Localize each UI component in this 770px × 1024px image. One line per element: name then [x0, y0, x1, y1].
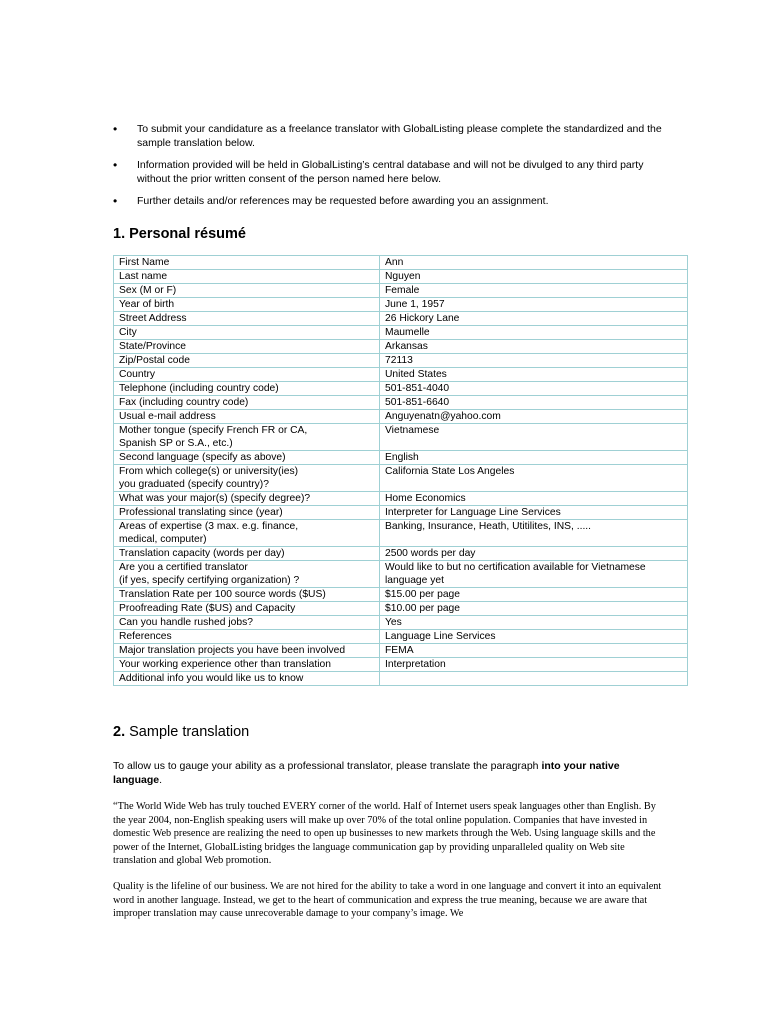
resume-row [114, 312, 688, 326]
resume-row [114, 644, 688, 658]
resume-field-value: 2500 words per day [380, 547, 688, 561]
instruction-text: To submit your candidature as a freelance translator with GlobalListing please complete the standardized and the sample translation below. [137, 123, 662, 149]
resume-field-label: Translation capacity (words per day) [114, 547, 380, 561]
resume-row [114, 672, 688, 686]
instruction-item [113, 159, 673, 186]
resume-row [114, 520, 688, 547]
resume-row [114, 368, 688, 382]
instruction-text: Further details and/or references may be requested before awarding you an assignment. [137, 195, 549, 207]
resume-row [114, 465, 688, 492]
resume-field-label: Sex (M or F) [114, 284, 380, 298]
resume-field-label: Second language (specify as above) [114, 451, 380, 465]
intro-text: To allow us to gauge your ability as a professional translator, please translate the paragraph [113, 760, 542, 772]
instructions-list [113, 123, 673, 218]
resume-row [114, 451, 688, 465]
sample-paragraph-2: Quality is the lifeline of our business. We are not hired for the ability to take a word in one language and convert it into an equivalent word in another language. Instead, we get to the heart of communication and express the true meaning, because we are aware that improper translation may cause unrecoverable damage to your company’s image. We [113, 881, 662, 920]
sample-paragraph-1: “The World Wide Web has truly touched EVERY corner of the world. Half of Internet users speak languages other than English. By the year 2004, non-English speaking users will make up over 70% of the total online population. Companies that have invested in domestic Web presence are realizing the need to open up businesses to new markets through the Web. Using language skills and the power of the Internet, GlobalListing bridges the language communication gap by providing unparalleled quality on Web site translation and global Web promotion. [113, 801, 656, 867]
resume-row [114, 658, 688, 672]
bullet-icon: • [113, 194, 118, 208]
resume-field-value: California State Los Angeles [380, 465, 688, 492]
resume-field-label: Translation Rate per 100 source words ($US) [114, 588, 380, 602]
resume-row [114, 410, 688, 424]
resume-field-value: Yes [380, 616, 688, 630]
resume-field-label: Year of birth [114, 298, 380, 312]
resume-field-label: Last name [114, 270, 380, 284]
resume-field-label: Additional info you would like us to know [114, 672, 380, 686]
resume-field-label: Usual e-mail address [114, 410, 380, 424]
resume-field-value: Home Economics [380, 492, 688, 506]
resume-field-value: Vietnamese [380, 424, 688, 451]
bullet-icon: • [113, 122, 118, 136]
resume-field-value: 26 Hickory Lane [380, 312, 688, 326]
resume-field-value: FEMA [380, 644, 688, 658]
section-title: Sample translation [129, 724, 250, 740]
resume-field-value: Nguyen [380, 270, 688, 284]
resume-field-value: June 1, 1957 [380, 298, 688, 312]
bullet-icon: • [113, 158, 118, 172]
instruction-item [113, 195, 673, 209]
resume-row [114, 340, 688, 354]
resume-row [114, 492, 688, 506]
section-number: 2. [113, 724, 126, 740]
resume-field-label: Proofreading Rate ($US) and Capacity [114, 602, 380, 616]
resume-row [114, 547, 688, 561]
resume-field-label: Street Address [114, 312, 380, 326]
translation-instructions [113, 759, 663, 787]
instruction-text: Information provided will be held in GlobalListing’s central database and will not be divulged to any third party without the prior written consent of the person named here below. [137, 159, 644, 185]
resume-field-value: $10.00 per page [380, 602, 688, 616]
resume-field-value: Interpretation [380, 658, 688, 672]
resume-field-label: Zip/Postal code [114, 354, 380, 368]
resume-field-value [380, 672, 688, 686]
resume-row [114, 588, 688, 602]
resume-row [114, 256, 688, 270]
resume-field-value: Female [380, 284, 688, 298]
resume-field-label: First Name [114, 256, 380, 270]
resume-table [113, 255, 688, 686]
resume-field-value: 72113 [380, 354, 688, 368]
resume-field-label: From which college(s) or university(ies) you graduated (specify country)? [114, 465, 380, 492]
resume-field-label: Professional translating since (year) [114, 506, 380, 520]
resume-field-label: References [114, 630, 380, 644]
resume-field-label: Major translation projects you have been involved [114, 644, 380, 658]
resume-field-value: Ann [380, 256, 688, 270]
resume-field-value: Would like to but no certification available for Vietnamese language yet [380, 561, 688, 588]
resume-field-label: Your working experience other than translation [114, 658, 380, 672]
resume-field-label: What was your major(s) (specify degree)? [114, 492, 380, 506]
resume-row [114, 506, 688, 520]
resume-row [114, 616, 688, 630]
resume-field-value: Maumelle [380, 326, 688, 340]
resume-field-value: 501-851-6640 [380, 396, 688, 410]
resume-field-value: Banking, Insurance, Heath, Utitilites, INS, ..... [380, 520, 688, 547]
section-heading-resume: 1. Personal résumé [113, 226, 246, 242]
resume-field-label: Are you a certified translator (if yes, specify certifying organization) ? [114, 561, 380, 588]
resume-row [114, 424, 688, 451]
resume-field-label: Country [114, 368, 380, 382]
resume-row [114, 326, 688, 340]
resume-row [114, 382, 688, 396]
resume-row [114, 298, 688, 312]
resume-row [114, 561, 688, 588]
resume-field-label: Areas of expertise (3 max. e.g. finance, medical, computer) [114, 520, 380, 547]
resume-field-value: 501-851-4040 [380, 382, 688, 396]
resume-row [114, 602, 688, 616]
resume-field-label: City [114, 326, 380, 340]
resume-field-value: Interpreter for Language Line Services [380, 506, 688, 520]
intro-end: . [159, 774, 163, 786]
resume-row [114, 630, 688, 644]
resume-field-value: United States [380, 368, 688, 382]
section-heading-sample [113, 724, 249, 740]
instruction-item [113, 123, 673, 150]
resume-field-label: Can you handle rushed jobs? [114, 616, 380, 630]
resume-row [114, 284, 688, 298]
resume-field-label: Telephone (including country code) [114, 382, 380, 396]
resume-field-value: Language Line Services [380, 630, 688, 644]
resume-field-value: Arkansas [380, 340, 688, 354]
resume-row [114, 270, 688, 284]
resume-field-value: English [380, 451, 688, 465]
resume-row [114, 396, 688, 410]
resume-field-label: State/Province [114, 340, 380, 354]
resume-field-label: Mother tongue (specify French FR or CA, Spanish SP or S.A., etc.) [114, 424, 380, 451]
resume-field-value: Anguyenatn@yahoo.com [380, 410, 688, 424]
resume-row [114, 354, 688, 368]
resume-field-label: Fax (including country code) [114, 396, 380, 410]
resume-field-value: $15.00 per page [380, 588, 688, 602]
intro-bold: into your native language [113, 760, 620, 786]
